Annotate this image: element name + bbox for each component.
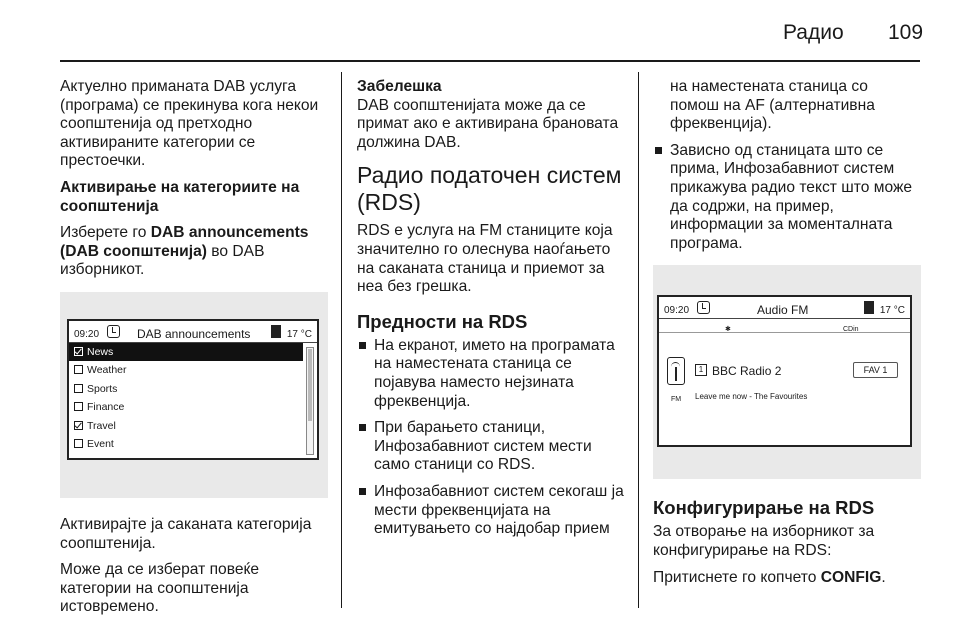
bullet-icon <box>655 147 662 154</box>
bullet-text: На екранот, името на програмата на наместената станица се појавува наместо нејзината фреквенција. <box>374 336 615 410</box>
radio-info <box>659 333 910 443</box>
subsection-heading: Предности на RDS <box>357 310 528 332</box>
list-item-label: Weather <box>87 364 127 377</box>
bullet-item <box>357 483 625 539</box>
page-number: 109 <box>888 21 924 44</box>
list-item[interactable] <box>69 398 303 417</box>
temperature: 17 °C <box>879 305 905 317</box>
status-bar <box>69 321 317 343</box>
list-item-label: Event <box>87 438 114 451</box>
text-run: во DAB изборникот. <box>60 242 265 279</box>
note-text: DAB соопштенијата може да се примат ако е активирана брановата должина DAB. <box>357 96 619 151</box>
infotainment-screen <box>657 295 912 447</box>
radio-text: Leave me now - The Favourites <box>695 392 808 402</box>
clock-time: 09:20 <box>664 305 690 317</box>
clock-icon <box>107 325 120 338</box>
screen-title: Audio FM <box>757 303 809 318</box>
text-run: . <box>881 568 886 586</box>
paragraph: Актуелно приманата DAB услуга (програма) се прекинува кога некои соопштенија од претходно активираните категории се престоечки. <box>60 78 319 170</box>
page-title: Радио <box>783 21 844 44</box>
subsection-heading: Конфигурирање на RDS <box>653 497 875 519</box>
bullet-icon <box>359 342 366 349</box>
header-divider <box>60 60 920 62</box>
paragraph: За отворање на изборникот за конфигурирање на RDS: <box>653 523 875 559</box>
band-label: FM <box>671 396 682 404</box>
thermometer-icon <box>864 301 874 314</box>
bullet-text: Зависно од станицата што се прима, Инфозабавниот систем прикажува радио текст што може да содржи, на пример, информации за моменталната програма. <box>670 141 913 252</box>
bullet-icon <box>359 488 366 495</box>
column-3 <box>653 78 921 595</box>
list-item[interactable] <box>69 343 303 362</box>
announcement-list <box>69 343 317 454</box>
column-1 <box>60 78 328 625</box>
column-2 <box>357 78 625 547</box>
list-item-label: Sports <box>87 382 118 395</box>
list-item-label: News <box>87 345 114 358</box>
bullet-text: Инфозабавниот систем секогаш ја мести фреквенцијата на емитувањето со најдобар прием <box>374 482 624 538</box>
status-bar <box>659 297 910 319</box>
page-header <box>0 0 960 60</box>
list-item-label: Finance <box>87 401 125 414</box>
thermometer-icon <box>271 325 281 338</box>
cdin-label: CDin <box>843 326 859 334</box>
text-run: Изберете го <box>60 224 151 242</box>
paragraph <box>653 569 921 588</box>
bullet-item <box>653 142 921 254</box>
bullet-item <box>357 419 625 475</box>
fav-button[interactable]: FAV 1 <box>853 362 898 378</box>
column-divider <box>341 72 342 608</box>
paragraph: RDS е услуга на FM станиците која значително го олеснува наоѓањето на саканата станица и приемот за неа без грешка. <box>357 222 613 296</box>
checkbox-checked-icon[interactable] <box>74 421 83 430</box>
dab-announcements-figure <box>60 292 328 498</box>
bullet-continuation: на наместената станица со помош на AF (алтернативна фреквенција). <box>670 78 875 133</box>
screen-title: DAB announcements <box>137 326 251 341</box>
bullet-icon <box>359 424 366 431</box>
checkbox-icon[interactable] <box>74 402 83 411</box>
bullet-item <box>357 337 625 411</box>
section-heading: Активирање на категориите на соопштенија <box>60 178 300 215</box>
checkbox-icon[interactable] <box>74 365 83 374</box>
clock-time: 09:20 <box>74 328 100 340</box>
checkbox-checked-icon[interactable] <box>74 347 83 356</box>
clock-icon <box>697 301 710 314</box>
paragraph: Активирајте ја саканата категорија соопштенија. <box>60 515 312 552</box>
bullet-text: При барањето станици, Инфозабавниот систем мести само станици со RDS. <box>374 419 592 474</box>
list-item-label: Travel <box>87 419 116 432</box>
text-run: Притиснете го копчето <box>653 568 821 586</box>
antenna-icon <box>667 357 685 385</box>
source-bar <box>659 319 910 333</box>
menu-reference: DAB announcements (DAB соопштенија) <box>60 224 309 260</box>
audio-fm-figure <box>653 265 921 479</box>
scrollbar[interactable] <box>306 347 314 455</box>
checkbox-icon[interactable] <box>74 384 83 393</box>
note-heading: Забелешка <box>357 78 442 95</box>
button-reference: CONFIG <box>820 568 882 586</box>
list-item[interactable] <box>69 435 303 454</box>
list-item[interactable] <box>69 361 303 380</box>
paragraph <box>60 224 328 280</box>
temperature: 17 °C <box>286 328 312 340</box>
column-divider <box>638 72 639 608</box>
station-name: BBC Radio 2 <box>712 364 782 379</box>
list-item[interactable] <box>69 417 303 436</box>
list-item[interactable] <box>69 380 303 399</box>
paragraph: Може да се изберат повеќе категории на соопштенија истовремено. <box>60 561 259 616</box>
bluetooth-icon: ✱ <box>725 326 731 334</box>
checkbox-icon[interactable] <box>74 439 83 448</box>
infotainment-screen <box>67 319 319 460</box>
preset-number: 1 <box>695 364 707 376</box>
scroll-thumb[interactable] <box>308 349 312 421</box>
section-title: Радио податочен систем (RDS) <box>357 162 622 216</box>
